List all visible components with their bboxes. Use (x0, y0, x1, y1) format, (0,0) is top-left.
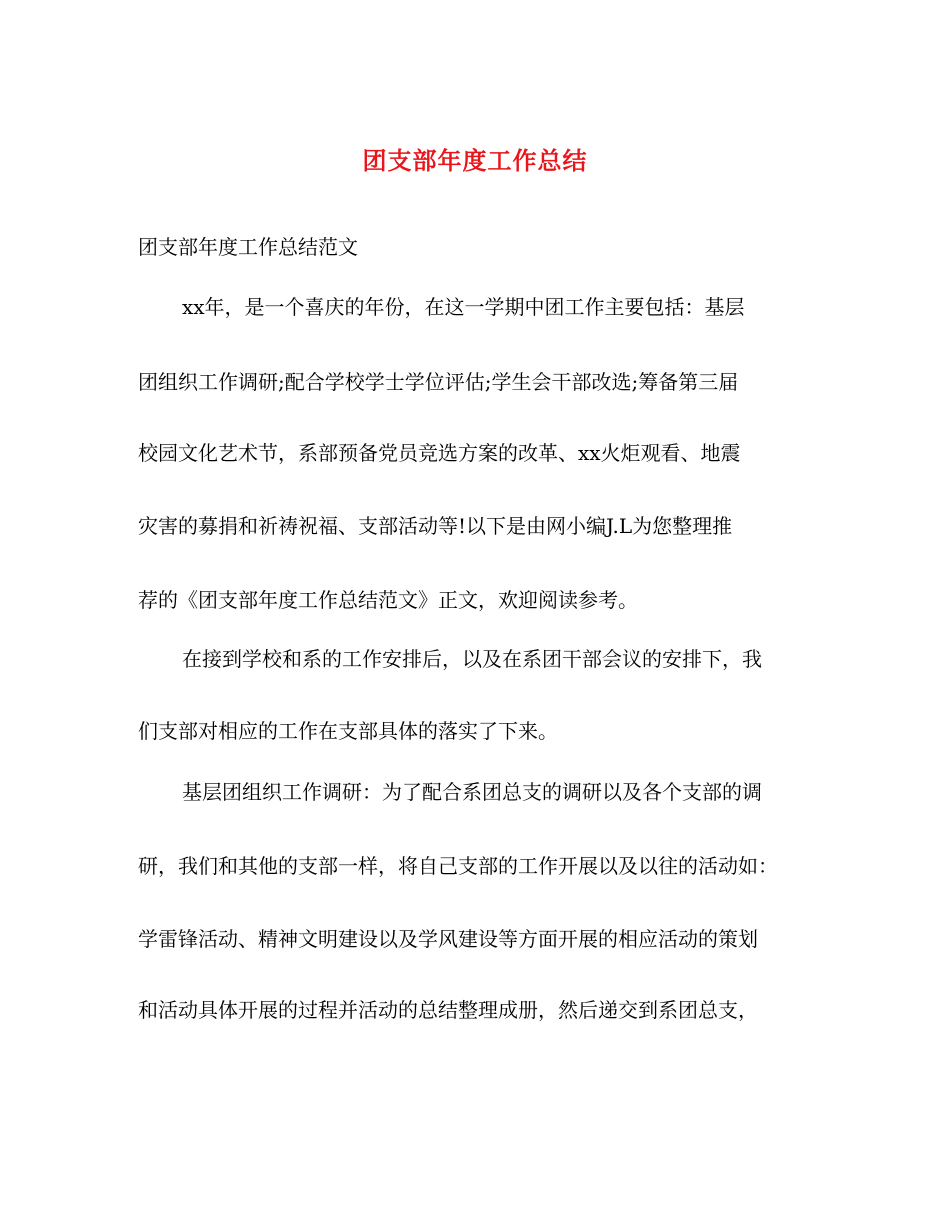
paragraph-line: 在接到学校和系的工作安排后，以及在系团干部会议的安排下，我 (182, 647, 762, 671)
paragraph-line: 学雷锋活动、精神文明建设以及学风建设等方面开展的相应活动的策划 (138, 927, 758, 951)
paragraph-line: 荐的《团支部年度工作总结范文》正文，欢迎阅读参考。 (138, 588, 638, 612)
paragraph-line: 和活动具体开展的过程并活动的总结整理成册，然后递交到系团总支， (138, 998, 758, 1022)
paragraph-line: 校园文化艺术节，系部预备党员竞选方案的改革、xx火炬观看、地震 (138, 441, 741, 465)
document-subtitle: 团支部年度工作总结范文 (138, 235, 358, 259)
paragraph-line: xx年，是一个喜庆的年份，在这一学期中团工作主要包括：基层 (182, 295, 745, 319)
paragraph-line: 团组织工作调研;配合学校学士学位评估;学生会干部改选;筹备第三届 (138, 370, 739, 394)
paragraph-line: 基层团组织工作调研：为了配合系团总支的调研以及各个支部的调 (182, 780, 762, 804)
paragraph-line: 灾害的募捐和祈祷祝福、支部活动等!以下是由网小编J.L为您整理推 (138, 514, 733, 538)
paragraph-line: 们支部对相应的工作在支部具体的落实了下来。 (138, 719, 558, 743)
paragraph-line: 研，我们和其他的支部一样，将自己支部的工作开展以及以往的活动如： (138, 854, 778, 878)
document-title: 团支部年度工作总结 (362, 146, 588, 175)
